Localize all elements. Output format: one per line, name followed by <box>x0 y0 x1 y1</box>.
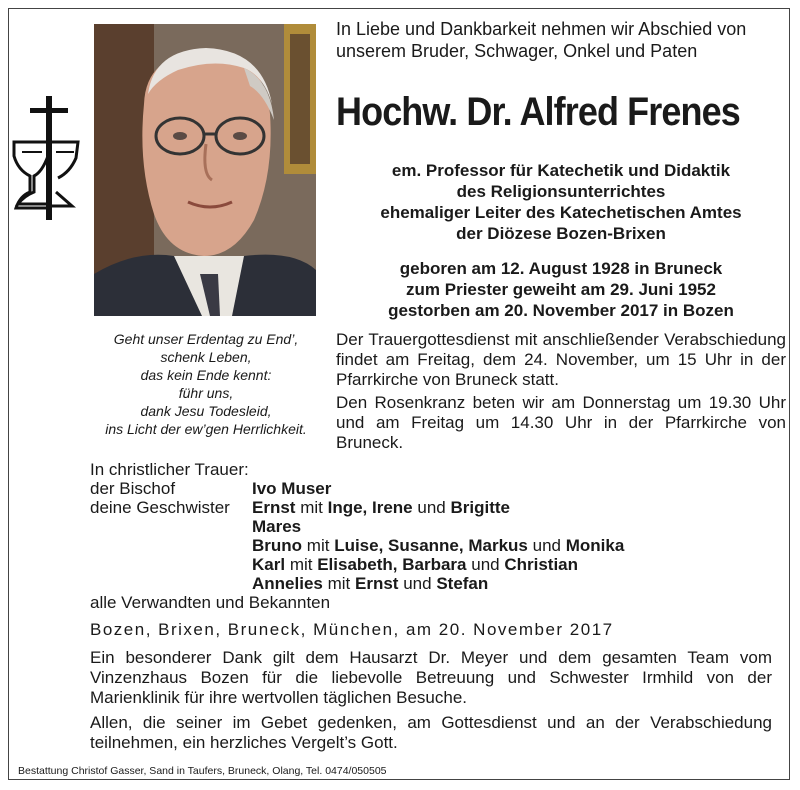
family-names: Inge, Irene <box>327 498 413 517</box>
family-names: Luise, Susanne, Markus <box>334 536 528 555</box>
mourners-list <box>90 460 780 612</box>
life-dates-block <box>336 258 786 321</box>
family-names: Stefan <box>436 574 489 593</box>
closing-text: Allen, die seiner im Gebet gedenken, am Gottesdienst und an der Verabschiedung teilnehmen, ein herzliches Vergelt’s Gott. <box>90 713 772 752</box>
mourner-row <box>90 517 780 536</box>
funeral-home-credit: Bestattung Christof Gasser, Sand in Taufers, Bruneck, Olang, Tel. 0474/050505 <box>18 765 387 777</box>
family-names: Christian <box>504 555 579 574</box>
sibling-name: Annelies <box>252 574 323 593</box>
mourner-names <box>252 555 578 574</box>
birth-date: geboren am 12. August 1928 in Bruneck <box>399 259 723 278</box>
funeral-service-text: Der Trauergottesdienst mit anschließender Verabschiedung findet am Freitag, dem 24. November, um 15 Uhr in der Pfarrkirche von Bruneck statt. <box>336 330 786 389</box>
poem-line: führ uns, <box>178 385 234 401</box>
family-names: Brigitte <box>450 498 510 517</box>
connector: mit <box>306 536 330 555</box>
mourner-row <box>90 498 780 517</box>
role-line: der Diözese Bozen-Brixen <box>456 224 666 243</box>
roles-block <box>336 160 786 244</box>
connector: und <box>471 555 500 574</box>
rosary-text: Den Rosenkranz beten wir am Donnerstag um 19.30 Uhr und am Freitag um 14.30 Uhr in der Pfarrkirche von Bruneck. <box>336 393 786 452</box>
mourner-relation <box>90 555 252 574</box>
sibling-name: Bruno <box>252 536 303 555</box>
mourner-row <box>90 479 780 498</box>
other-mourners: alle Verwandten und Bekannten <box>90 593 331 612</box>
family-names: Monika <box>565 536 625 555</box>
thanks-text: Ein besonderer Dank gilt dem Hausarzt Dr. Meyer und dem gesamten Team vom Vinzenzhaus Bozen für die liebevolle Betreuung und Schwester Irmhild von der Marienklinik für ihre wertvollen täglichen Besuche. <box>90 648 772 707</box>
sibling-name: Ernst <box>252 498 296 517</box>
sibling-name: Karl <box>252 555 286 574</box>
mourner-names: Ivo Muser <box>252 479 332 498</box>
mourner-row <box>90 574 780 593</box>
poem-line: das kein Ende kennt: <box>140 367 272 383</box>
mourners-heading: In christlicher Trauer: <box>90 460 249 479</box>
poem-line: schenk Leben, <box>160 349 252 365</box>
poem-line: dank Jesu Todesleid, <box>140 403 272 419</box>
portrait-photo <box>94 24 316 316</box>
service-info <box>336 330 786 456</box>
connector: mit <box>327 574 351 593</box>
connector: und <box>532 536 561 555</box>
sibling-name: Mares <box>252 517 302 536</box>
mourner-relation: deine Geschwister <box>90 498 230 517</box>
place-date: Bozen, Brixen, Bruneck, München, am 20. November 2017 <box>90 620 614 639</box>
connector: und <box>403 574 432 593</box>
ordination-date: zum Priester geweiht am 29. Juni 1952 <box>406 280 716 299</box>
mourner-names <box>252 517 301 536</box>
prayer-poem <box>84 330 328 438</box>
mourner-names <box>252 536 624 555</box>
role-line: em. Professor für Katechetik und Didaktik <box>391 161 731 180</box>
mourner-relation <box>90 536 252 555</box>
family-names: Elisabeth, Barbara <box>317 555 467 574</box>
mourner-names <box>252 574 488 593</box>
cross-chalice-icon <box>12 96 82 220</box>
mourner-names <box>252 498 510 517</box>
connector: und <box>417 498 446 517</box>
role-line: des Religionsunterrichtes <box>456 182 666 201</box>
poem-line: ins Licht der ew’gen Herrlichkeit. <box>105 421 307 437</box>
family-names: Ernst <box>355 574 399 593</box>
deceased-name: Hochw. Dr. Alfred Frenes <box>336 90 740 134</box>
mourner-row <box>90 555 780 574</box>
mourner-relation <box>90 517 252 536</box>
role-line: ehemaliger Leiter des Katechetischen Amtes <box>380 203 742 222</box>
poem-line: Geht unser Erdentag zu End’, <box>113 331 299 347</box>
intro-text: In Liebe und Dankbarkeit nehmen wir Abschied von unserem Bruder, Schwager, Onkel und Paten <box>336 19 747 61</box>
mourner-row <box>90 536 780 555</box>
connector: mit <box>300 498 323 517</box>
mourner-relation <box>90 574 252 593</box>
death-date: gestorben am 20. November 2017 in Bozen <box>388 301 734 320</box>
connector: mit <box>289 555 313 574</box>
mourner-relation: der Bischof <box>90 479 176 498</box>
